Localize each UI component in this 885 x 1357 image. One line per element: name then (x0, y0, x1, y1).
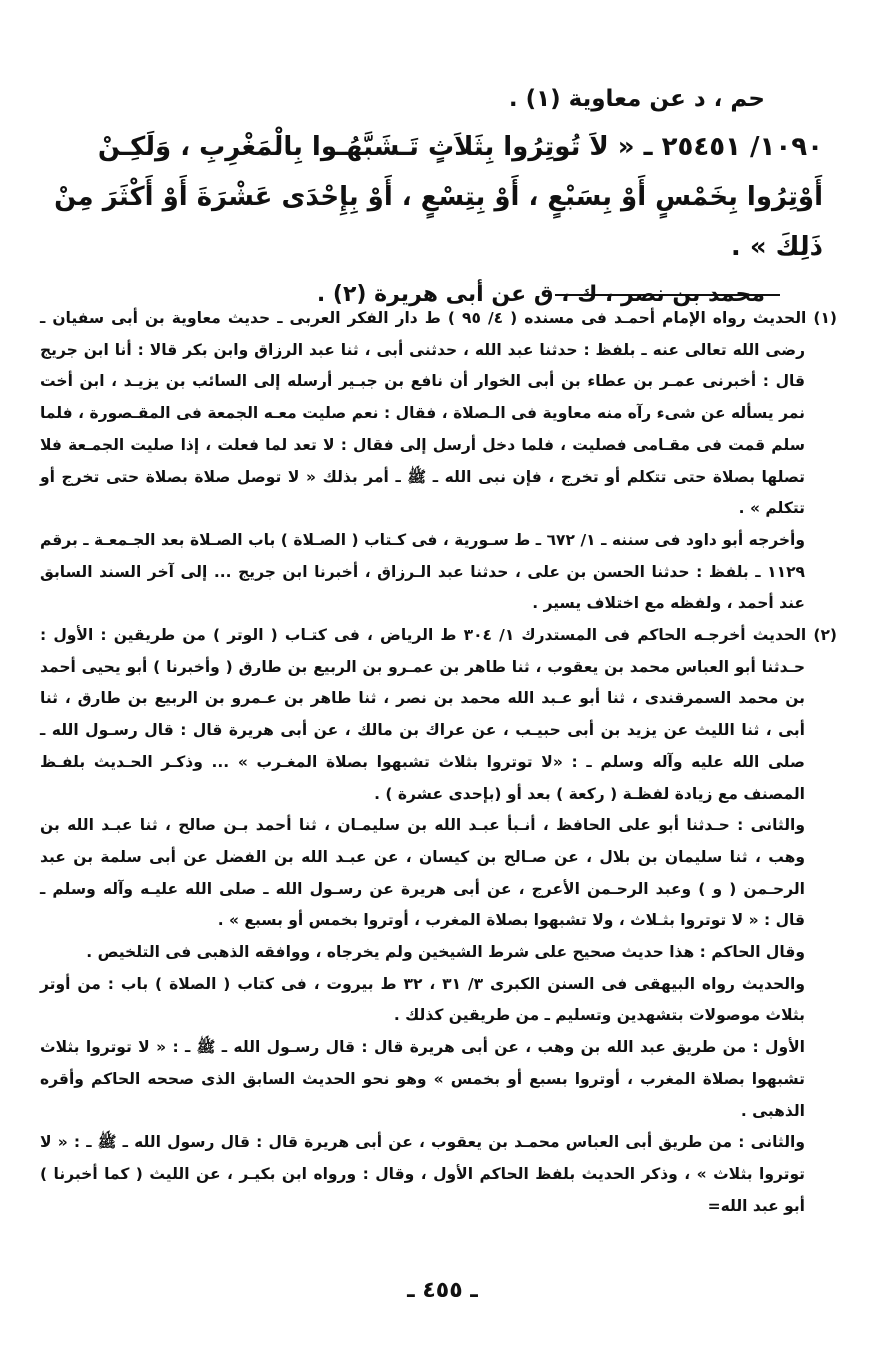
footnote-2-paragraph: والثانى : من طريق أبى العباس محمـد بن يعقوب ، عن أبى هريرة قال : قال رسول الله ـ ﷺ ـ : « لا توتروا بثلاث » ، وذكر الحديث بلفظ الحاكم الأول ، وقال : ورواه ابن بكيـر ، عن الليث ( كما أخبرنا ) أبو عبد الله= (40, 1133, 805, 1215)
footnote-2-paragraph: والثانى : حـدثنا أبو على الحافظ ، أنـبأ عبـد الله بن سليمـان ، ثنا أحمد بـن صالح ، ثنا عبـد الله بن وهب ، ثنا سليمان بن بلال ، عن صـالح بن كيسان ، عن عبـد الله بن الفضل عن أبى سلمة بن عبد الرحـمن ( و ) وعبد الرحـمن الأعرج ، عن أبى هريرة عن رسـول الله ـ صلى الله عليـه وآله وسلم ـ قال : « لا توتروا بثـلاث ، ولا تشبهوا بصلاة المغرب ، أوتروا بخمس أو بسبع » . (40, 816, 805, 930)
main-text (42, 78, 823, 316)
footnote-2-paragraph: الأول : من طريق عبد الله بن وهب ، عن أبى هريرة قال : قال رسـول الله ـ ﷺ ـ : « لا توتروا بثلاث تشبهوا بصلاة المغرب ، أوتروا بسبع أو بخمس » وهو نحو الحديث السابق الذى صححه الحاكم وأقره الذهبى . (40, 1038, 805, 1120)
page-number: ـ ٤٥٥ ـ (407, 1278, 478, 1303)
source-line-1: حم ، د عن معاوية (١) . (508, 86, 765, 112)
footnote-1: (١) الحديث رواه الإمام أحمـد فى مسنده ( ٤/ ٩٥ ) ط دار الفكر العربى ـ حديث معاوية بن أبى سفيان ـ رضى الله تعالى عنه ـ بلفظ : حدثنا عبد الله ، حدثنى أبى ، ثنا عبد الرزاق وابن بكر قالا : أنا ابن جريج قال : أخبرنى عمـر بن عطاء بن أبى الخوار أن نافع بن جبـير أرسله إلى السائب بن يزيـد ، ابن أخت نمر يسأله عن شىء رآه منه معاوية فى الـصلاة ، فقال : نعم صليت معـه الجمعة فى المقـصورة ، فلما سلم قمت فى مقـامى فصليت ، فلما دخل أرسل إلى فقال : لا تعد لما فعلت ، إذا صليت الجمـعة فلا تصلها بصلاة حتى تتكلم أو تخرج ، فإن نبى الله ـ ﷺ ـ أمر بذلك « لا توصل صلاة بصلاة حتى تخرج أو تتكلم » . (40, 309, 838, 518)
footnote-1-continuation: وأخرجه أبو داود فى سننه ـ ١/ ٦٧٢ ـ ط سـورية ، فى كـتاب ( الصـلاة ) باب الصـلاة بعد الجـمعـة ـ برقم ١١٢٩ ـ بلفظ : حدثنا الحسن بن على ، حدثنا عبد الـرزاق ، أخبرنا ابن جريج ... إلى آخر السند السابق عند أحمد ، ولفظه مع اختلاف يسير . (40, 530, 806, 613)
footnotes (40, 303, 837, 1222)
source-line-2: محمد بن نصر ، ك ، ق عن أبى هريرة (٢) . (316, 282, 765, 307)
footnote-2-paragraph: وقال الحاكم : هذا حديث صحيح على شرط الشيخين ولم يخرجاه ، ووافقه الذهبى فى التلخيص . (86, 943, 805, 962)
footnote-2-paragraph: والحديث رواه البيهقى فى السنن الكبرى ٣/ ٣١ ، ٣٢ ط بيروت ، فى كتاب ( الصلاة ) باب : من أوتر بثلاث موصولات بتشهدين وتسليم ـ من طريقين كذلك . (40, 974, 805, 1025)
hadith-text: ١٠٩٠/ ٢٥٤٥١ ـ « لاَ تُوتِرُوا بِثَلاَثٍ تَـشَبَّهُـوا بِالْمَغْرِبِ ، وَلَكِـنْ أَوْتِرُوا بِخَمْسٍ أَوْ بِسَبْعٍ ، أَوْ بِتِسْعٍ ، أَوْ بِإِحْدَى عَشْرَةَ أَوْ أَكْثَرَ مِنْ ذَلِكَ » . (54, 132, 823, 262)
footnote-2: (٢) الحديث أخرجـه الحاكم فى المستدرك ١/ ٣٠٤ ط الرياض ، فى كتـاب ( الوتر ) من طريقين : الأول : حـدثنا أبو العباس محمد بن يعقوب ، ثنا طاهر بن عمـرو بن الربيع بن طارق ( وأخبرنا ) أبو يحيى أحمد بن محمد السمرقندى ، ثنا أبو عـبد الله محمد بن نصر ، ثنا طاهر بن عـمرو بن الربيع بن طارق ، ثنا أبى ، ثنا الليث عن يزيد بن أبى حبيـب ، عن عراك بن مالك ، عن أبى هريرة قال : قال رسـول الله ـ صلى الله عليه وآله وسلم ـ : «لا توتروا بثلاث تشبهوا بصلاة المغـرب » ... وذكـر الحـديث بلفـظ المصنف مع زيادة لفظـة ( ركعة ) بعد أو (بإحدى عشرة ) . (40, 626, 837, 803)
footnote-separator (555, 294, 780, 296)
